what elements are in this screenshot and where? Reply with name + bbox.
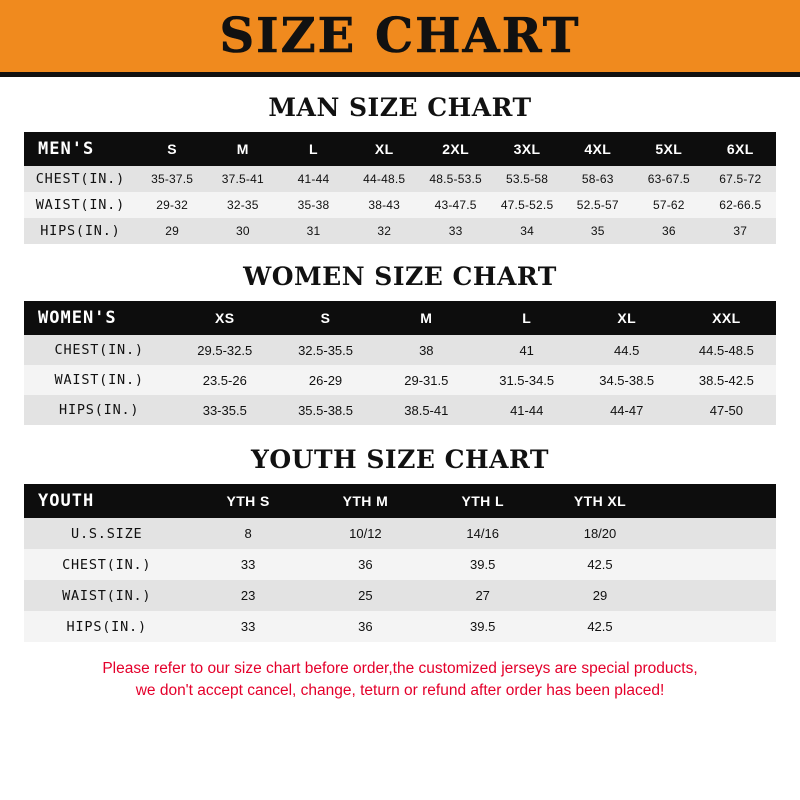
youth-r1-c3: 39.5: [470, 557, 496, 572]
women-header-6: XXL: [712, 310, 741, 326]
women-r0-c4: 41: [519, 342, 534, 358]
man-header-1: S: [167, 141, 178, 157]
youth-r1-c1: 33: [240, 557, 256, 572]
youth-r2-c3: 27: [475, 588, 490, 603]
man-r2-c4: 32: [377, 224, 392, 238]
youth-r1-c2: 36: [358, 557, 373, 572]
header-band: [0, 0, 800, 72]
man-header-7: 4XL: [584, 141, 612, 157]
man-r1-c8: 57-62: [652, 198, 685, 212]
man-size-table: [24, 132, 776, 244]
content: [0, 93, 800, 703]
youth-r3-c3: 39.5: [470, 619, 496, 634]
man-header-6: 3XL: [513, 141, 541, 157]
man-r1-c9: 62-66.5: [719, 198, 762, 212]
youth-header-5: [659, 484, 776, 518]
table-header-row: [24, 132, 776, 166]
man-r1-c3: 35-38: [297, 198, 330, 212]
youth-section-title: YOUTH SIZE CHART: [251, 445, 549, 474]
youth-r1-c5: [659, 549, 776, 580]
women-r0-c3: 38: [419, 342, 434, 358]
youth-r0-c2: 10/12: [349, 526, 382, 541]
header-divider: [0, 72, 800, 77]
women-header-3: M: [420, 310, 433, 326]
man-r0-c7: 58-63: [581, 172, 614, 186]
man-header-8: 5XL: [655, 141, 683, 157]
women-r1-c0: WAIST(IN.): [54, 372, 144, 388]
youth-header-2: YTH M: [342, 493, 389, 509]
man-header-3: L: [309, 141, 318, 157]
man-r2-c8: 36: [661, 224, 676, 238]
man-r0-c8: 63-67.5: [647, 172, 690, 186]
man-r2-c0: HIPS(IN.): [40, 223, 121, 239]
women-header-0: WOMEN'S: [38, 308, 117, 328]
man-r0-c1: 35-37.5: [151, 172, 194, 186]
man-r1-c2: 32-35: [226, 198, 259, 212]
page-title: SIZE CHART: [219, 8, 581, 64]
youth-r3-c2: 36: [358, 619, 373, 634]
women-header-2: S: [320, 310, 331, 326]
women-r1-c6: 38.5-42.5: [698, 372, 754, 388]
women-r2-c5: 44-47: [610, 402, 644, 418]
man-r2-c5: 33: [448, 224, 463, 238]
table-row: [24, 218, 776, 244]
women-r0-c2: 32.5-35.5: [298, 342, 353, 358]
youth-r2-c2: 25: [358, 588, 373, 603]
women-r2-c4: 41-44: [510, 402, 544, 418]
youth-r0-c0: U.S.SIZE: [71, 525, 143, 542]
man-r1-c5: 43-47.5: [434, 198, 477, 212]
women-r1-c2: 26-29: [308, 372, 343, 388]
man-header-0: MEN'S: [38, 139, 95, 159]
youth-r0-c3: 14/16: [466, 526, 499, 541]
youth-header-0: YOUTH: [38, 491, 95, 511]
youth-header-1: YTH S: [226, 493, 270, 509]
youth-r0-c1: 8: [244, 526, 252, 541]
man-r1-c6: 47.5-52.5: [500, 198, 554, 212]
man-r0-c2: 37.5-41: [221, 172, 264, 186]
man-r0-c6: 53.5-58: [506, 172, 549, 186]
youth-size-table: [24, 484, 776, 642]
man-r2-c3: 31: [306, 224, 321, 238]
women-r0-c6: 44.5-48.5: [698, 342, 754, 358]
women-r2-c1: 33-35.5: [202, 402, 247, 418]
man-header-4: XL: [374, 141, 394, 157]
women-r2-c3: 38.5-41: [404, 402, 449, 418]
women-r2-c6: 47-50: [709, 402, 743, 418]
man-r0-c4: 44-48.5: [363, 172, 406, 186]
table-header-row: [24, 484, 776, 518]
table-row: [24, 192, 776, 218]
women-r1-c1: 23.5-26: [202, 372, 247, 388]
footer-note-line-2: we don't accept cancel, change, teturn or refund after order has been placed!: [135, 682, 665, 700]
youth-header-3: YTH L: [461, 493, 504, 509]
youth-r3-c1: 33: [240, 619, 256, 634]
table-row: [24, 395, 776, 425]
women-size-table: [24, 301, 776, 425]
footer-note-line-1: Please refer to our size chart before order,the customized jerseys are special products,: [102, 660, 698, 677]
table-row: [24, 365, 776, 395]
youth-header-4: YTH XL: [573, 493, 627, 509]
youth-r1-c4: 42.5: [587, 557, 613, 572]
women-header-1: XS: [215, 310, 235, 326]
women-r2-c0: HIPS(IN.): [59, 402, 140, 418]
man-r0-c5: 48.5-53.5: [429, 172, 482, 186]
man-r1-c0: WAIST(IN.): [35, 197, 126, 213]
table-header-row: [24, 301, 776, 335]
women-r1-c4: 31.5-34.5: [499, 372, 555, 388]
youth-r3-c5: [659, 611, 776, 642]
table-row: [24, 580, 776, 611]
youth-r2-c4: 29: [592, 588, 608, 603]
man-r1-c7: 52.5-57: [576, 198, 619, 212]
table-row: [24, 549, 776, 580]
footer-note: [24, 658, 776, 703]
man-section-title: MAN SIZE CHART: [268, 93, 532, 122]
man-header-9: 6XL: [726, 141, 754, 157]
man-r1-c1: 29-32: [156, 198, 188, 212]
man-r0-c3: 41-44: [297, 172, 330, 186]
table-row: [24, 166, 776, 192]
youth-r0-c5: [659, 518, 776, 549]
women-r1-c5: 34.5-38.5: [599, 372, 655, 388]
youth-r2-c1: 23: [240, 588, 256, 603]
man-r0-c9: 67.5-72: [719, 172, 762, 186]
youth-r1-c0: CHEST(IN.): [62, 556, 152, 573]
man-r2-c6: 34: [520, 224, 534, 238]
table-row: [24, 611, 776, 642]
women-r0-c1: 29.5-32.5: [197, 342, 253, 358]
man-r2-c7: 35: [590, 224, 605, 238]
man-header-2: M: [236, 141, 249, 157]
man-r2-c2: 30: [235, 224, 250, 238]
man-r2-c1: 29: [165, 224, 180, 238]
table-row: [24, 518, 776, 549]
women-r0-c0: CHEST(IN.): [54, 342, 144, 358]
women-r1-c3: 29-31.5: [404, 372, 449, 388]
table-row: [24, 335, 776, 365]
youth-r2-c5: [659, 580, 776, 611]
man-r1-c4: 38-43: [368, 198, 401, 212]
women-header-4: L: [522, 310, 532, 326]
women-r2-c2: 35.5-38.5: [298, 402, 353, 418]
youth-r2-c0: WAIST(IN.): [62, 587, 152, 604]
man-r2-c9: 37: [733, 224, 748, 238]
youth-r0-c4: 18/20: [583, 526, 617, 541]
man-r0-c0: CHEST(IN.): [35, 171, 126, 187]
women-section-title: WOMEN SIZE CHART: [243, 262, 557, 291]
women-r0-c5: 44.5: [614, 342, 640, 358]
youth-r3-c4: 42.5: [587, 619, 613, 634]
youth-r3-c0: HIPS(IN.): [66, 618, 147, 635]
man-header-5: 2XL: [442, 141, 470, 157]
women-header-5: XL: [617, 310, 637, 326]
